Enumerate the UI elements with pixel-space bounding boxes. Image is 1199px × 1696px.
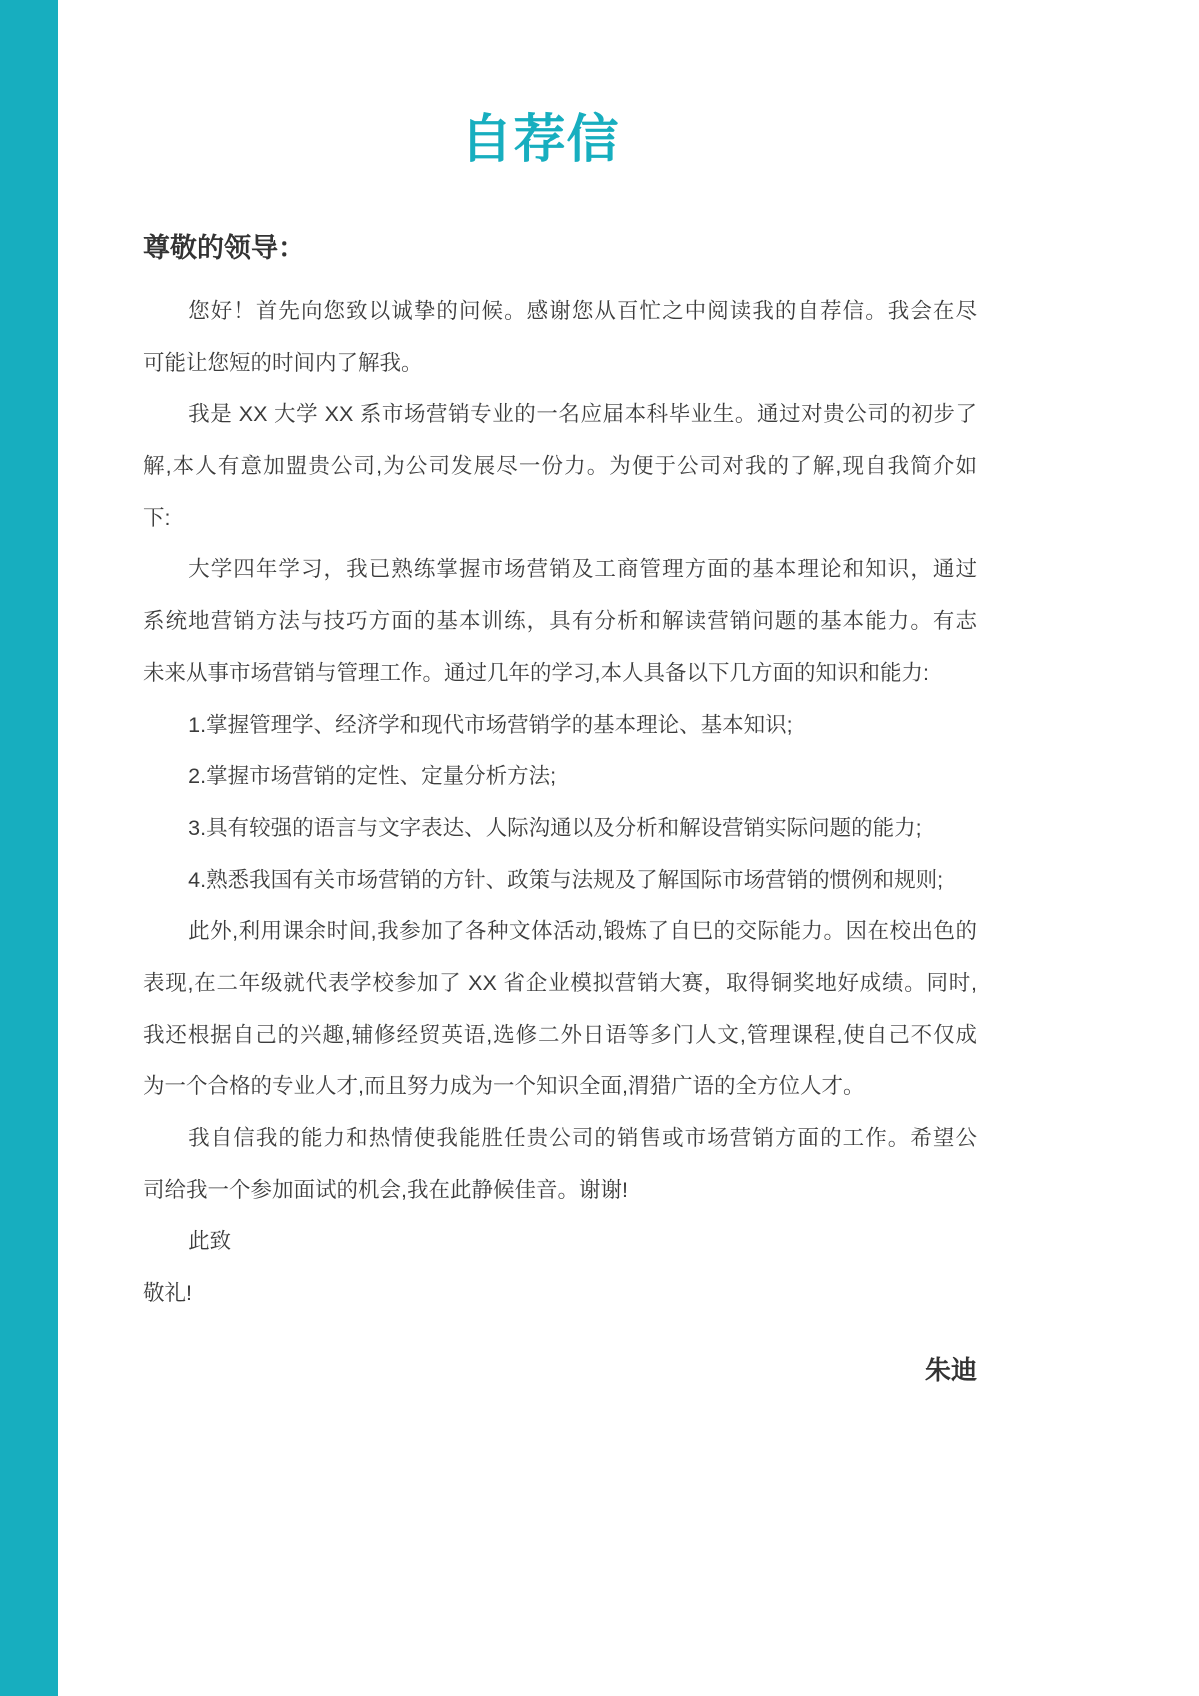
paragraph-line: 下: <box>143 505 171 530</box>
paragraph-line: 未来从事市场营销与管理工作。通过几年的学习,本人具备以下几方面的知识和能力: <box>143 660 929 685</box>
letter-salutation: 敬礼! <box>143 1281 192 1306</box>
page-title: 自荐信 <box>460 111 620 169</box>
letter-greeting: 尊敬的领导： <box>143 233 305 263</box>
paragraph-line: 我自信我的能力和热情使我能胜任贵公司的销售或市场营销方面的工作。希望公 <box>188 1126 977 1150</box>
paragraph-introduction <box>143 286 977 389</box>
list-item: 1.掌握管理学、经济学和现代市场营销学的基本理论、基本知识; <box>188 712 793 737</box>
paragraph-line: 表现,在二年级就代表学校参加了 XX 省企业模拟营销大赛，取得铜奖地好成绩。同时, <box>143 970 977 995</box>
letter-body <box>143 286 977 1320</box>
skills-list <box>143 700 977 907</box>
paragraph-line: 我还根据自己的兴趣,辅修经贸英语,选修二外日语等多门人文,管理课程,使自己不仅成 <box>143 1022 977 1047</box>
paragraph-line: 我是 XX 大学 XX 系市场营销专业的一名应届本科毕业生。通过对贵公司的初步了 <box>188 402 977 427</box>
paragraph-studies <box>143 544 977 699</box>
paragraph-line: 您好！首先向您致以诚挚的问候。感谢您从百忙之中阅读我的自荐信。我会在尽 <box>188 299 977 323</box>
paragraph-line: 司给我一个参加面试的机会,我在此静候佳音。谢谢! <box>143 1177 628 1202</box>
paragraph-background <box>143 389 977 544</box>
paragraph-conclusion <box>143 1113 977 1216</box>
paragraph-line: 大学四年学习，我已熟练掌握市场营销及工商管理方面的基本理论和知识，通过 <box>188 557 977 582</box>
paragraph-line: 为一个合格的专业人才,而且努力成为一个知识全面,渭猎广语的全方位人才。 <box>143 1074 865 1099</box>
paragraph-line: 可能让您短的时间内了解我。 <box>143 350 423 375</box>
letter-closing: 此致 <box>188 1229 232 1254</box>
paragraph-line: 此外,利用课余时间,我参加了各种文体活动,锻炼了自巳的交际能力。因在校出色的 <box>188 919 977 944</box>
list-item: 2.掌握市场营销的定性、定量分析方法; <box>188 764 557 789</box>
list-item: 3.具有较强的语言与文字表达、人际沟通以及分析和解设营销实际问题的能力; <box>188 815 922 840</box>
paragraph-line: 解,本人有意加盟贵公司,为公司发展尽一份力。为便于公司对我的了解,现自我简介如 <box>143 454 977 479</box>
sidebar-accent-bar <box>0 0 58 1696</box>
paragraph-activities <box>143 906 977 1113</box>
list-item: 4.熟悉我国有关市场营销的方针、政策与法规及了解国际市场营销的惯例和规则; <box>188 867 944 892</box>
paragraph-line: 系统地营销方法与技巧方面的基本训练，具有分析和解读营销问题的基本能力。有志 <box>143 609 977 634</box>
signature: 朱迪 <box>924 1355 977 1385</box>
